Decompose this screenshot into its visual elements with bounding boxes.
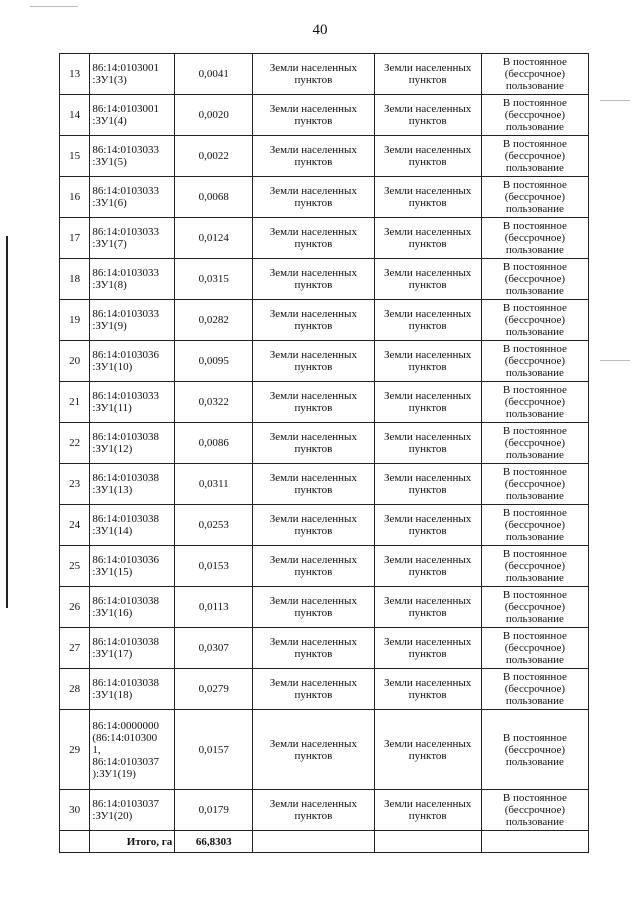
cadastral-number: [90, 628, 175, 669]
land-category: Земли населенных пунктов: [253, 300, 374, 341]
cadastral-number: [90, 218, 175, 259]
land-category: Земли населенных пунктов: [253, 710, 374, 790]
cadastral-line: 86:14:0103036: [92, 349, 159, 361]
cadastral-line: 86:14:0103001: [92, 62, 159, 74]
scan-speck: [30, 6, 78, 7]
permitted-use: Земли населенных пунктов: [374, 464, 481, 505]
right-type: В постоянное (бессрочное) пользование: [481, 505, 588, 546]
right-type: В постоянное (бессрочное) пользование: [481, 587, 588, 628]
area-value: 0,0113: [175, 587, 253, 628]
area-value: 0,0322: [175, 382, 253, 423]
empty-cell: [253, 831, 374, 853]
permitted-use: Земли населенных пунктов: [374, 546, 481, 587]
table-row: [60, 95, 589, 136]
cadastral-line: :ЗУ1(7): [92, 238, 127, 250]
total-area: 66,8303: [175, 831, 253, 853]
table-row: [60, 546, 589, 587]
table-body: [60, 54, 589, 853]
right-type: В постоянное (бессрочное) пользование: [481, 300, 588, 341]
right-type: В постоянное (бессрочное) пользование: [481, 790, 588, 831]
right-type: В постоянное (бессрочное) пользование: [481, 218, 588, 259]
area-value: 0,0020: [175, 95, 253, 136]
permitted-use: Земли населенных пунктов: [374, 505, 481, 546]
cadastral-line: :ЗУ1(5): [92, 156, 127, 168]
cadastral-line: 86:14:0103033: [92, 308, 159, 320]
cadastral-number: [90, 136, 175, 177]
permitted-use: Земли населенных пунктов: [374, 341, 481, 382]
right-type: В постоянное (бессрочное) пользование: [481, 382, 588, 423]
table-row: [60, 259, 589, 300]
row-number: 21: [60, 382, 90, 423]
cadastral-line: :ЗУ1(6): [92, 197, 127, 209]
area-value: 0,0179: [175, 790, 253, 831]
row-number: 14: [60, 95, 90, 136]
land-category: Земли населенных пунктов: [253, 464, 374, 505]
cadastral-line: 86:14:0103001: [92, 103, 159, 115]
permitted-use: Земли населенных пунктов: [374, 95, 481, 136]
land-category: Земли населенных пунктов: [253, 546, 374, 587]
right-type: В постоянное (бессрочное) пользование: [481, 710, 588, 790]
cadastral-line: 86:14:0103037: [92, 755, 159, 768]
cadastral-number: [90, 54, 175, 95]
cadastral-line: :ЗУ1(20): [92, 810, 133, 822]
cadastral-number: [90, 464, 175, 505]
permitted-use: Земли населенных пунктов: [374, 423, 481, 464]
cadastral-line: 86:14:0103033: [92, 267, 159, 279]
land-category: Земли населенных пунктов: [253, 341, 374, 382]
cadastral-line: ):ЗУ1(19): [92, 767, 136, 780]
page-number: 40: [312, 22, 328, 38]
cadastral-line: 86:14:0103038: [92, 595, 159, 607]
area-value: 0,0068: [175, 177, 253, 218]
row-number: 24: [60, 505, 90, 546]
cadastral-number: [90, 259, 175, 300]
permitted-use: Земли населенных пунктов: [374, 259, 481, 300]
permitted-use: Земли населенных пунктов: [374, 790, 481, 831]
land-category: Земли населенных пунктов: [253, 382, 374, 423]
area-value: 0,0086: [175, 423, 253, 464]
land-category: Земли населенных пунктов: [253, 587, 374, 628]
table-row: [60, 790, 589, 831]
land-category: Земли населенных пунктов: [253, 505, 374, 546]
right-type: В постоянное (бессрочное) пользование: [481, 464, 588, 505]
total-row: [60, 831, 589, 853]
land-category: Земли населенных пунктов: [253, 790, 374, 831]
table-row: [60, 423, 589, 464]
table-row: [60, 341, 589, 382]
table-row: [60, 136, 589, 177]
area-value: 0,0124: [175, 218, 253, 259]
permitted-use: Земли населенных пунктов: [374, 669, 481, 710]
land-category: Земли населенных пунктов: [253, 95, 374, 136]
cadastral-line: 86:14:0103038: [92, 431, 159, 443]
cadastral-line: 86:14:0103033: [92, 185, 159, 197]
permitted-use: Земли населенных пунктов: [374, 300, 481, 341]
cadastral-line: (86:14:010300: [92, 731, 158, 744]
total-label: Итого, га: [90, 831, 175, 853]
land-category: Земли населенных пунктов: [253, 669, 374, 710]
area-value: 0,0153: [175, 546, 253, 587]
right-type: В постоянное (бессрочное) пользование: [481, 136, 588, 177]
right-type: В постоянное (бессрочное) пользование: [481, 95, 588, 136]
cadastral-number: [90, 710, 175, 790]
right-type: В постоянное (бессрочное) пользование: [481, 341, 588, 382]
permitted-use: Земли населенных пунктов: [374, 382, 481, 423]
table-row: [60, 218, 589, 259]
area-value: 0,0311: [175, 464, 253, 505]
cadastral-line: 86:14:0103033: [92, 144, 159, 156]
cadastral-number: [90, 790, 175, 831]
cadastral-line: 86:14:0103033: [92, 390, 159, 402]
cadastral-line: :ЗУ1(3): [92, 74, 127, 86]
cadastral-line: :ЗУ1(11): [92, 402, 132, 414]
cadastral-line: :ЗУ1(4): [92, 115, 127, 127]
row-number: 19: [60, 300, 90, 341]
land-category: Земли населенных пунктов: [253, 218, 374, 259]
cadastral-line: 86:14:0103038: [92, 513, 159, 525]
cadastral-line: :ЗУ1(13): [92, 484, 133, 496]
row-number: 16: [60, 177, 90, 218]
scan-speck: [600, 360, 630, 361]
cadastral-line: 86:14:0000000: [92, 719, 159, 732]
cadastral-number: [90, 95, 175, 136]
row-number: 30: [60, 790, 90, 831]
scan-speck: [600, 100, 630, 101]
permitted-use: Земли населенных пунктов: [374, 177, 481, 218]
table-row: [60, 54, 589, 95]
area-value: 0,0315: [175, 259, 253, 300]
permitted-use: Земли населенных пунктов: [374, 587, 481, 628]
row-number: 23: [60, 464, 90, 505]
cadastral-number: [90, 423, 175, 464]
cadastral-line: 86:14:0103037: [92, 798, 159, 810]
land-category: Земли населенных пунктов: [253, 628, 374, 669]
row-number: 20: [60, 341, 90, 382]
right-type: В постоянное (бессрочное) пользование: [481, 54, 588, 95]
land-category: Земли населенных пунктов: [253, 136, 374, 177]
permitted-use: Земли населенных пунктов: [374, 54, 481, 95]
cadastral-number: [90, 546, 175, 587]
cadastral-line: 86:14:0103033: [92, 226, 159, 238]
cadastral-line: :ЗУ1(15): [92, 566, 133, 578]
permitted-use: Земли населенных пунктов: [374, 136, 481, 177]
row-number: 18: [60, 259, 90, 300]
land-category: Земли населенных пунктов: [253, 259, 374, 300]
table-row: [60, 464, 589, 505]
area-value: 0,0041: [175, 54, 253, 95]
cadastral-line: :ЗУ1(16): [92, 607, 133, 619]
area-value: 0,0282: [175, 300, 253, 341]
area-value: 0,0253: [175, 505, 253, 546]
empty-cell: [374, 831, 481, 853]
empty-cell: [60, 831, 90, 853]
table-row: [60, 177, 589, 218]
cadastral-line: :ЗУ1(8): [92, 279, 127, 291]
cadastral-line: :ЗУ1(12): [92, 443, 133, 455]
cadastral-line: 1,: [92, 743, 101, 756]
land-plots-table: [59, 53, 589, 853]
cadastral-line: :ЗУ1(14): [92, 525, 133, 537]
land-category: Земли населенных пунктов: [253, 54, 374, 95]
table-row: [60, 669, 589, 710]
permitted-use: Земли населенных пунктов: [374, 710, 481, 790]
row-number: 25: [60, 546, 90, 587]
right-type: В постоянное (бессрочное) пользование: [481, 628, 588, 669]
right-type: В постоянное (бессрочное) пользование: [481, 546, 588, 587]
row-number: 28: [60, 669, 90, 710]
area-value: 0,0279: [175, 669, 253, 710]
cadastral-number: [90, 300, 175, 341]
table-row: [60, 300, 589, 341]
cadastral-line: :ЗУ1(9): [92, 320, 127, 332]
right-type: В постоянное (бессрочное) пользование: [481, 423, 588, 464]
row-number: 15: [60, 136, 90, 177]
area-value: 0,0157: [175, 710, 253, 790]
area-value: 0,0095: [175, 341, 253, 382]
cadastral-number: [90, 669, 175, 710]
area-value: 0,0022: [175, 136, 253, 177]
row-number: 22: [60, 423, 90, 464]
cadastral-line: :ЗУ1(18): [92, 689, 133, 701]
row-number: 27: [60, 628, 90, 669]
cadastral-line: 86:14:0103036: [92, 554, 159, 566]
table-row: [60, 710, 589, 790]
cadastral-line: 86:14:0103038: [92, 472, 159, 484]
cadastral-line: :ЗУ1(17): [92, 648, 133, 660]
cadastral-number: [90, 505, 175, 546]
permitted-use: Земли населенных пунктов: [374, 218, 481, 259]
table-row: [60, 587, 589, 628]
row-number: 29: [60, 710, 90, 790]
row-number: 26: [60, 587, 90, 628]
table-row: [60, 505, 589, 546]
table-row: [60, 628, 589, 669]
cadastral-number: [90, 587, 175, 628]
cadastral-line: 86:14:0103038: [92, 677, 159, 689]
area-value: 0,0307: [175, 628, 253, 669]
cadastral-number: [90, 177, 175, 218]
right-type: В постоянное (бессрочное) пользование: [481, 177, 588, 218]
land-category: Земли населенных пунктов: [253, 177, 374, 218]
cadastral-line: :ЗУ1(10): [92, 361, 133, 373]
margin-binding-line: [6, 236, 8, 608]
cadastral-line: 86:14:0103038: [92, 636, 159, 648]
row-number: 13: [60, 54, 90, 95]
land-category: Земли населенных пунктов: [253, 423, 374, 464]
row-number: 17: [60, 218, 90, 259]
cadastral-number: [90, 341, 175, 382]
right-type: В постоянное (бессрочное) пользование: [481, 259, 588, 300]
right-type: В постоянное (бессрочное) пользование: [481, 669, 588, 710]
cadastral-number: [90, 382, 175, 423]
empty-cell: [481, 831, 588, 853]
permitted-use: Земли населенных пунктов: [374, 628, 481, 669]
table-row: [60, 382, 589, 423]
